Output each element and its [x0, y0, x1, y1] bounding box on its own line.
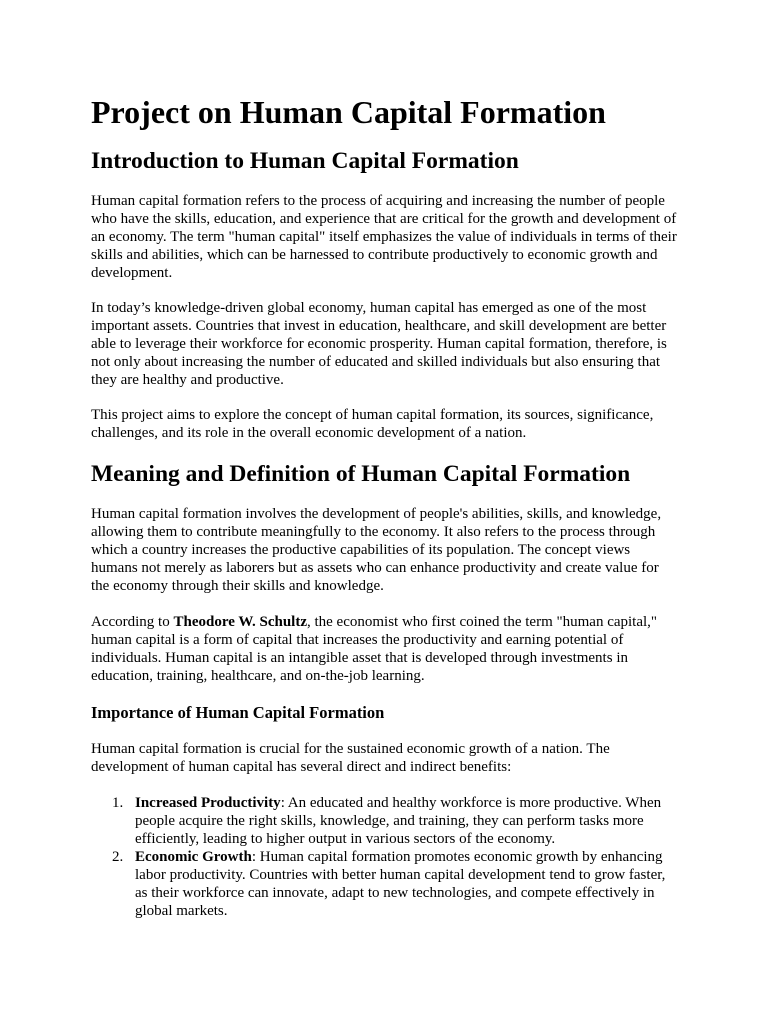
list-item-number: 2. [112, 849, 124, 865]
schultz-name: Theodore W. Schultz [173, 614, 307, 630]
meaning-paragraph-1: Human capital formation involves the development of people's abilities, skills, and knowledge, allowing them to contribute meaningfully to the economy. It also refers to the process through which a country increases the productive capabilities of its population. The concept views humans not merely as laborers but as assets who can enhance productivity and create value for the economy through their skills and knowledge. [91, 506, 662, 594]
importance-heading: Importance of Human Capital Formation [91, 703, 385, 722]
importance-paragraph: Human capital formation is crucial for the sustained economic growth of a nation. The development of human capital has several direct and indirect benefits: [91, 741, 610, 775]
list-item [91, 848, 677, 920]
benefits-list [91, 794, 691, 920]
intro-paragraph-3: This project aims to explore the concept of human capital formation, its sources, significance, challenges, and its role in the overall economic development of a nation. [91, 407, 654, 441]
list-item [91, 794, 677, 848]
list-item-number: 1. [112, 795, 124, 811]
list-item-title: Increased Productivity [135, 795, 281, 811]
meaning-p2-lead: According to [91, 614, 174, 630]
list-item-title: Economic Growth [135, 849, 252, 865]
list-item-text: : An educated and healthy workforce is more productive. When people acquire the right skills, knowledge, and training, they can perform tasks more efficiently, leading to higher output in various sectors of the economy. [135, 795, 662, 847]
list-item-text: : Human capital formation promotes economic growth by enhancing labor productivity. Countries with better human capital development tend to grow faster, as their workforce can innovate, adapt to new technologies, and compete effectively in global markets. [135, 849, 666, 919]
meaning-heading: Meaning and Definition of Human Capital Formation [91, 461, 631, 487]
intro-paragraph-1: Human capital formation refers to the process of acquiring and increasing the number of people who have the skills, education, and experience that are critical for the growth and development of an economy. The term "human capital" itself emphasizes the value of individuals in terms of their skills and abilities, which can be harnessed to contribute productively to economic growth and development. [91, 193, 677, 281]
meaning-paragraph-2 [91, 613, 677, 685]
intro-paragraph-2: In today’s knowledge-driven global economy, human capital has emerged as one of the most important assets. Countries that invest in education, healthcare, and skill development are better able to leverage their workforce for economic prosperity. Human capital formation, therefore, is not only about increasing the number of educated and skilled individuals but also ensuring that they are healthy and productive. [91, 300, 667, 388]
intro-heading: Introduction to Human Capital Formation [91, 148, 519, 174]
document-title: Project on Human Capital Formation [91, 94, 606, 130]
meaning-p2-rest: , the economist who first coined the term "human capital," human capital is a form of capital that increases the productivity and earning potential of individuals. Human capital is an intangible asset that is developed through investments in education, training, healthcare, and on-the-job learning. [91, 614, 658, 684]
